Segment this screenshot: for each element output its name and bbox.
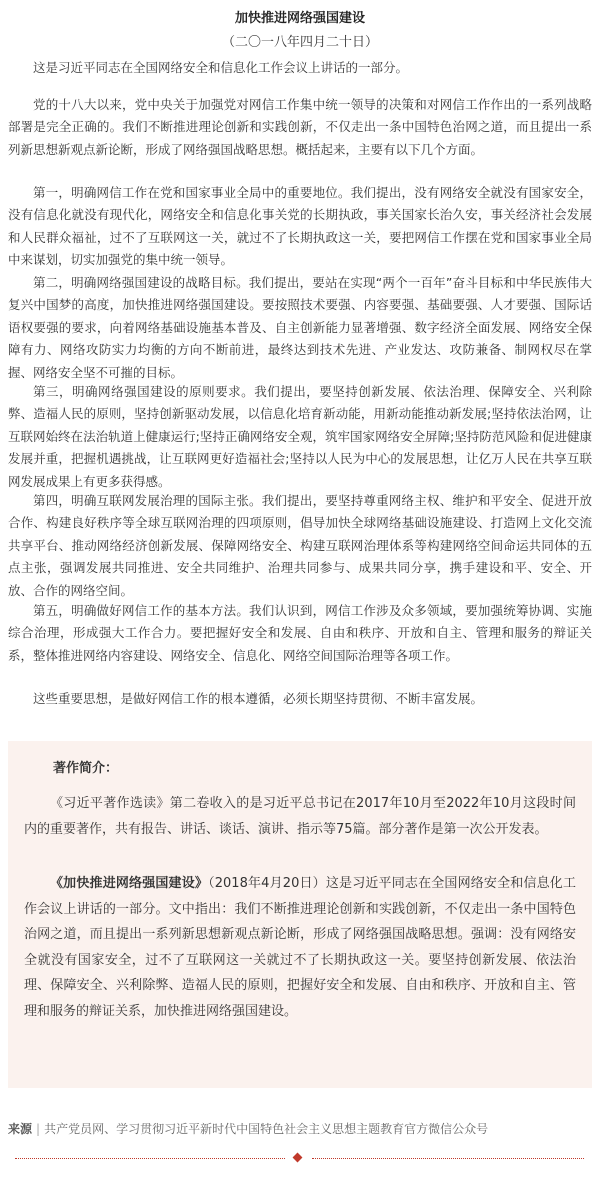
intro-paragraph-article [24,871,576,1024]
source-label: 来源 [8,1122,33,1136]
source-line [8,1120,592,1138]
article-title: 加快推进网络强国建设 [234,11,365,26]
paragraph-first: 第一，明确网信工作在党和国家事业全局中的重要地位。我们提出，没有网络安全就没有国家安全，没有信息化就没有现代化，网络安全和信息化事关党的长期执政，事关国家长治久安，事关经济社会发展和人民群众福祉，过不了互联网这一关，就过不了长期执政这一关，要把网信工作摆在党和国家事业全局中来谋划，切实加强党的集中统一领导。 [8,185,592,268]
paragraph-third: 第三，明确网络强国建设的原则要求。我们提出，要坚持创新发展、依法治理、保障安全、兴利除弊、造福人民的原则，坚持创新驱动发展，以信息化培育新动能，用新动能推动新发展;坚持依法治网，让互联网始终在法治轨道上健康运行;坚持正确网络安全观，筑牢国家网络安全屏障;坚持防范风险和促进健康发展并重，把握机遇挑战，让互联网更好造福社会;坚持以人民为中心的发展思想，让亿万人民在共享互联网发展成果上有更多获得感。 [8,384,592,489]
diamond-ornament-icon [293,1153,303,1163]
lead-paragraph: 这是习近平同志在全国网络安全和信息化工作会议上讲话的一部分。 [33,60,409,75]
footer-divider-left [15,1158,285,1159]
article-date: （二〇一八年四月二十日） [221,35,378,50]
source-text: 共产党员网、学习贯彻习近平新时代中国特色社会主义思想主题教育官方微信公众号 [44,1122,489,1136]
paragraph-fourth: 第四，明确互联网发展治理的国际主张。我们提出，要坚持尊重网络主权、维护和平安全、促进开放合作、构建良好秩序等全球互联网治理的四项原则，倡导加快全球网络基础设施建设、打造网上文化交流共享平台、推动网络经济创新发展、保障网络安全、构建互联网治理体系等构建网络空间命运共同体的五点主张，强调发展共同推进、安全共同维护、治理共同参与、成果共同分享，携手建设和平、安全、开放、合作的网络空间。 [8,493,592,598]
intro-article-summary: （2018年4月20日）这是习近平同志在全国网络安全和信息化工作会议上讲话的一部分。文中指出：我们不断推进理论创新和实践创新，不仅走出一条中国特色治网之道，而且提出一系列新思想新观点新论断，形成了网络强国战略思想。强调：没有网络安全就没有国家安全，过不了互联网这一关就过不了长期执政这一关。要坚持创新发展、依法治理、保障安全、兴利除弊、造福人民的原则，把握好安全和发展、自由和秩序、开放和自主、管理和服务的辩证关系，加快推进网络强国建设。 [24,876,576,1019]
paragraph-conclusion: 这些重要思想，是做好网信工作的根本遵循，必须长期坚持贯彻、不断丰富发展。 [33,691,484,706]
work-introduction-box [8,741,592,1088]
source-separator: | [36,1122,41,1136]
intro-paragraph-collection: 《习近平著作选读》第二卷收入的是习近平总书记在2017年10月至2022年10月这段时间内的重要著作，共有报告、讲话、谈话、演讲、指示等75篇。部分著作是第一次公开发表。 [24,796,576,837]
paragraph-overview: 党的十八大以来，党中央关于加强党对网信工作集中统一领导的决策和对网信工作作出的一系列战略部署是完全正确的。我们不断推进理论创新和实践创新，不仅走出一条中国特色治网之道，而且提出一系列新思想新观点新论断，形成了网络强国战略思想。概括起来，主要有以下几个方面。 [8,97,592,157]
footer-divider-right [312,1158,584,1159]
intro-article-title: 《加快推进网络强国建设》 [50,876,209,891]
paragraph-second: 第二，明确网络强国建设的战略目标。我们提出，要站在实现“两个一百年”奋斗目标和中华民族伟大复兴中国梦的高度，加快推进网络强国建设。要按照技术要强、内容要强、基础要强、人才要强、国际话语权要强的要求，向着网络基础设施基本普及、自主创新能力显著增强、数字经济全面发展、网络安全保障有力、网络攻防实力均衡的方向不断前进，最终达到技术先进、产业发达、攻防兼备、制网权尽在掌握、网络安全坚不可摧的目标。 [8,275,592,380]
paragraph-fifth: 第五，明确做好网信工作的基本方法。我们认识到，网信工作涉及众多领域，要加强统筹协调、实施综合治理，形成强大工作合力。要把握好安全和发展、自由和秩序、开放和自主、管理和服务的辩证关系，整体推进网络内容建设、网络安全、信息化、网络空间国际治理等各项工作。 [8,603,592,663]
intro-heading: 著作简介： [53,761,119,776]
